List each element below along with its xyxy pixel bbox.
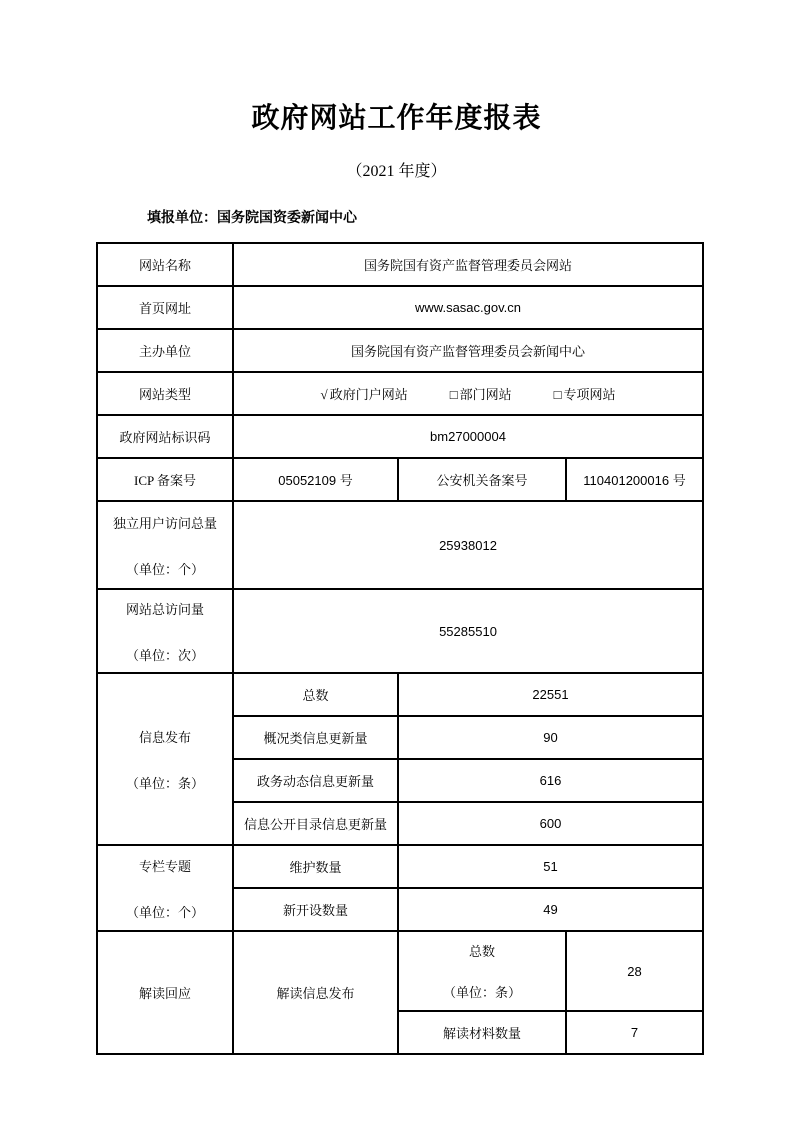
interpret-response-label: 解读回应 [97,931,233,1054]
unique-visitors-value: 25938012 [233,501,703,589]
open-catalog-update-value: 600 [398,802,703,845]
table-row [97,501,703,589]
page-title: 政府网站工作年度报表 [251,102,542,133]
table-row [97,673,703,716]
annual-report-table [96,242,704,1055]
total-visits-value: 55285510 [233,589,703,673]
open-catalog-update-label: 信息公开目录信息更新量 [233,802,398,845]
police-record-label: 公安机关备案号 [398,458,566,501]
checked-mark-icon: √ [320,387,328,402]
label-line1: 总数 [468,944,495,959]
label-line2: （单位：个） [125,904,204,920]
gov-news-update-label: 政务动态信息更新量 [233,759,398,802]
site-code-value: bm27000004 [233,415,703,458]
interpret-material-value: 7 [566,1011,703,1054]
table-row [97,458,703,501]
site-type-option-special [554,384,616,403]
site-type-option-department [450,384,512,403]
label-line2: （单位：个） [125,561,204,577]
interpret-publish-label: 解读信息发布 [233,931,398,1054]
option-label: 部门网站 [459,387,512,402]
option-label: 政府门户网站 [329,387,408,402]
site-type-options-cell [233,372,703,415]
host-unit-label: 主办单位 [97,329,233,372]
label-line2: （单位：条） [442,985,521,1000]
table-row [97,931,703,1011]
table-row [97,415,703,458]
info-total-value: 22551 [398,673,703,716]
label-line1: 网站总访问量 [125,601,204,617]
police-record-value: 110401200016 号 [566,458,703,501]
site-type-option-portal [321,384,408,403]
table-row [97,372,703,415]
overview-update-label: 概况类信息更新量 [233,716,398,759]
icp-value: 05052109 号 [233,458,398,501]
option-label: 专项网站 [563,387,616,402]
gov-news-update-value: 616 [398,759,703,802]
new-count-value: 49 [398,888,703,931]
maintained-count-label: 维护数量 [233,845,398,888]
special-columns-label [97,845,233,931]
label-line2: （单位：次） [125,647,204,663]
label-line1: 独立用户访问总量 [112,515,217,531]
interpret-total-value: 28 [566,931,703,1011]
icp-label: ICP 备案号 [97,458,233,501]
total-visits-label [97,589,233,673]
table-row [97,286,703,329]
site-code-label: 政府网站标识码 [97,415,233,458]
home-url-value: www.sasac.gov.cn [233,286,703,329]
unchecked-box-icon: □ [553,387,562,402]
overview-update-value: 90 [398,716,703,759]
host-unit-value: 国务院国有资产监督管理委员会新闻中心 [233,329,703,372]
new-count-label: 新开设数量 [233,888,398,931]
info-publish-label [97,673,233,845]
site-type-label: 网站类型 [97,372,233,415]
maintained-count-value: 51 [398,845,703,888]
table-row [97,329,703,372]
interpret-material-label: 解读材料数量 [398,1011,566,1054]
report-year-subtitle: （2021 年度） [346,163,447,180]
info-total-label: 总数 [233,673,398,716]
table-row [97,589,703,673]
label-line1: 信息发布 [138,729,191,745]
site-name-value: 国务院国有资产监督管理委员会网站 [233,243,703,286]
label-line1: 专栏专题 [138,858,191,874]
unique-visitors-label [97,501,233,589]
table-row [97,845,703,888]
home-url-label: 首页网址 [97,286,233,329]
interpret-total-label [398,931,566,1011]
unchecked-box-icon: □ [449,387,458,402]
filing-unit-line: 填报单位：国务院国资委新闻中心 [147,209,357,225]
label-line2: （单位：条） [125,775,204,791]
table-row [97,243,703,286]
site-name-label: 网站名称 [97,243,233,286]
